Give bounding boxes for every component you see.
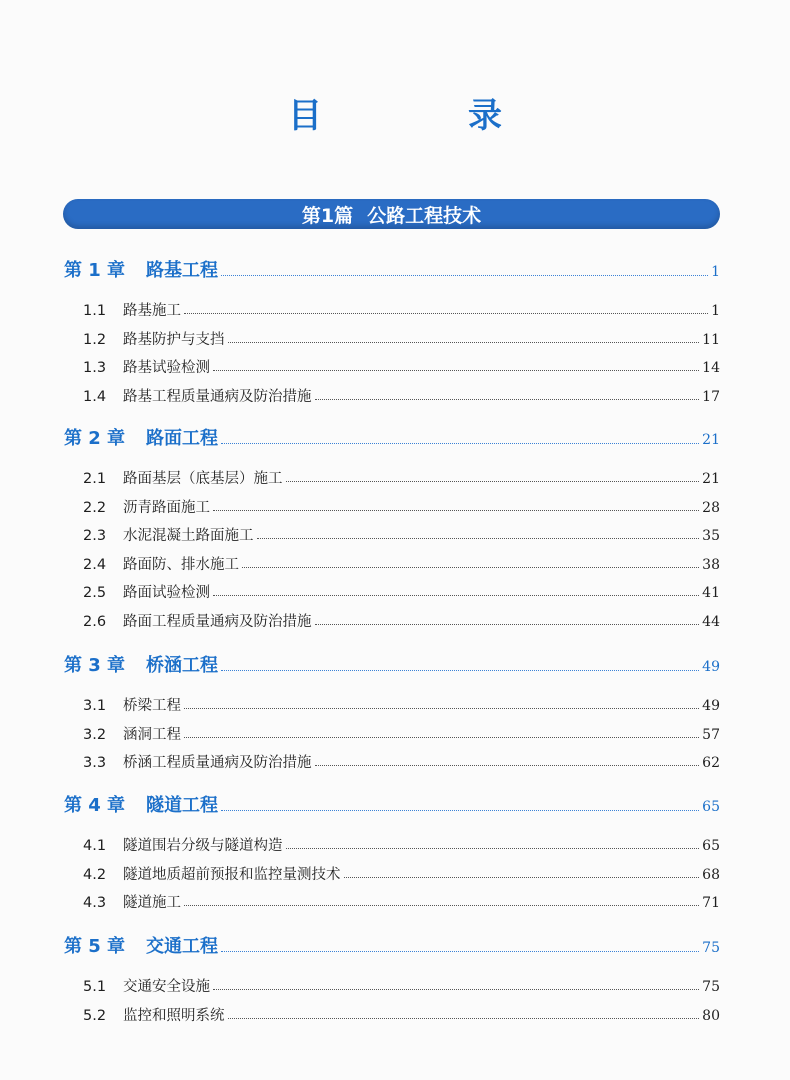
dot-leader [221, 274, 708, 276]
section-page-number: 71 [702, 895, 720, 911]
section-page-number: 21 [702, 471, 720, 487]
section-number: 3.1 [83, 698, 107, 714]
section-title: 桥涵工程质量通病及防治措施 [123, 755, 312, 771]
section-title: 路面防、排水施工 [123, 556, 239, 573]
section-page-number: 44 [702, 613, 720, 630]
section-title: 路基施工 [123, 303, 181, 319]
section-title: 隧道地质超前预报和监控量测技术 [123, 866, 341, 883]
section-title: 路基工程质量通病及防治措施 [123, 388, 312, 405]
toc-chapter-row[interactable] [64, 256, 720, 282]
section-title: 路面基层（底基层）施工 [123, 471, 283, 487]
dot-leader [221, 442, 699, 444]
chapter-number: 第 5 章 [64, 936, 126, 957]
dot-leader [213, 594, 699, 596]
dot-leader [257, 537, 700, 539]
section-title: 路面工程质量通病及防治措施 [123, 613, 312, 630]
dot-leader [315, 398, 700, 400]
dot-leader [213, 509, 699, 511]
section-number: 4.3 [83, 895, 107, 911]
chapter-number: 第 4 章 [64, 795, 126, 816]
dot-leader [315, 764, 700, 766]
section-page-number: 35 [702, 528, 720, 544]
section-number: 5.2 [83, 1007, 107, 1024]
dot-leader [221, 669, 699, 671]
dot-leader [221, 809, 699, 811]
toc-section-row[interactable] [83, 834, 720, 855]
part-name: 公路工程技术 [367, 204, 482, 227]
toc-chapter-row[interactable] [64, 424, 720, 450]
dot-leader [184, 707, 699, 709]
chapter-number: 第 2 章 [64, 428, 126, 449]
section-page-number: 1 [711, 303, 720, 319]
chapter-page-number: 49 [702, 659, 720, 675]
section-number: 1.4 [83, 388, 107, 405]
section-page-number: 57 [702, 726, 720, 743]
section-number: 1.2 [83, 331, 107, 348]
section-title: 隧道施工 [123, 895, 181, 911]
section-page-number: 38 [702, 556, 720, 573]
section-number: 2.1 [83, 471, 107, 487]
toc-chapter-row[interactable] [64, 932, 720, 958]
chapter-number: 第 1 章 [64, 260, 126, 281]
chapter-title: 隧道工程 [146, 795, 218, 816]
page-title: 目 录 [288, 96, 558, 136]
section-page-number: 65 [702, 838, 720, 854]
section-page-number: 49 [702, 698, 720, 714]
section-title: 桥梁工程 [123, 698, 181, 714]
section-title: 路面试验检测 [123, 585, 210, 601]
toc-section-row[interactable] [83, 524, 720, 545]
dot-leader [213, 988, 699, 990]
toc-section-row[interactable] [83, 356, 720, 377]
dot-leader [344, 876, 700, 878]
toc-section-row[interactable] [83, 751, 720, 772]
section-page-number: 41 [702, 585, 720, 601]
section-number: 4.1 [83, 838, 107, 854]
section-number: 3.3 [83, 755, 107, 771]
toc-section-row[interactable] [83, 581, 720, 602]
section-title: 沥青路面施工 [123, 499, 210, 516]
section-number: 1.1 [83, 303, 107, 319]
section-title: 涵洞工程 [123, 726, 181, 743]
section-number: 5.1 [83, 979, 107, 995]
section-number: 2.4 [83, 556, 107, 573]
toc-chapter-row[interactable] [64, 651, 720, 677]
dot-leader [286, 480, 700, 482]
section-page-number: 11 [702, 331, 720, 348]
section-number: 4.2 [83, 866, 107, 883]
section-page-number: 17 [702, 388, 720, 405]
chapter-page-number: 1 [711, 264, 720, 280]
toc-section-row[interactable] [83, 610, 720, 631]
dot-leader [228, 1017, 700, 1019]
part-label: 第1篇 [301, 204, 354, 227]
toc-section-row[interactable] [83, 975, 720, 996]
section-title: 隧道围岩分级与隧道构造 [123, 838, 283, 854]
toc-section-row[interactable] [83, 385, 720, 406]
section-number: 2.2 [83, 499, 107, 516]
dot-leader [286, 847, 700, 849]
toc-section-row[interactable] [83, 1004, 720, 1025]
dot-leader [184, 904, 699, 906]
section-title: 交通安全设施 [123, 979, 210, 995]
dot-leader [184, 312, 708, 314]
toc-chapter-row[interactable] [64, 791, 720, 817]
section-page-number: 28 [702, 499, 720, 516]
dot-leader [221, 950, 699, 952]
section-page-number: 14 [702, 360, 720, 376]
section-title: 路基试验检测 [123, 360, 210, 376]
chapter-page-number: 21 [702, 432, 720, 448]
toc-section-row[interactable] [83, 553, 720, 574]
section-page-number: 75 [702, 979, 720, 995]
section-number: 2.3 [83, 528, 107, 544]
toc-section-row[interactable] [83, 467, 720, 488]
toc-section-row[interactable] [83, 863, 720, 884]
toc-section-row[interactable] [83, 328, 720, 349]
dot-leader [242, 566, 699, 568]
section-page-number: 80 [702, 1007, 720, 1024]
section-page-number: 62 [702, 755, 720, 771]
toc-section-row[interactable] [83, 496, 720, 517]
toc-section-row[interactable] [83, 299, 720, 320]
section-number: 3.2 [83, 726, 107, 743]
toc-section-row[interactable] [83, 723, 720, 744]
toc-section-row[interactable] [83, 891, 720, 912]
section-number: 2.5 [83, 585, 107, 601]
dot-leader [228, 341, 700, 343]
section-title: 监控和照明系统 [123, 1007, 225, 1024]
section-page-number: 68 [702, 866, 720, 883]
chapter-page-number: 75 [702, 940, 720, 956]
section-number: 1.3 [83, 360, 107, 376]
dot-leader [184, 736, 699, 738]
chapter-title: 路基工程 [146, 260, 218, 281]
section-number: 2.6 [83, 613, 107, 630]
section-title: 水泥混凝土路面施工 [123, 528, 254, 544]
chapter-title: 桥涵工程 [146, 655, 218, 676]
toc-section-row[interactable] [83, 694, 720, 715]
section-title: 路基防护与支挡 [123, 331, 225, 348]
chapter-page-number: 65 [702, 799, 720, 815]
chapter-title: 交通工程 [146, 936, 218, 957]
chapter-number: 第 3 章 [64, 655, 126, 676]
dot-leader [213, 369, 699, 371]
chapter-title: 路面工程 [146, 428, 218, 449]
dot-leader [315, 623, 700, 625]
part-banner [63, 199, 720, 229]
